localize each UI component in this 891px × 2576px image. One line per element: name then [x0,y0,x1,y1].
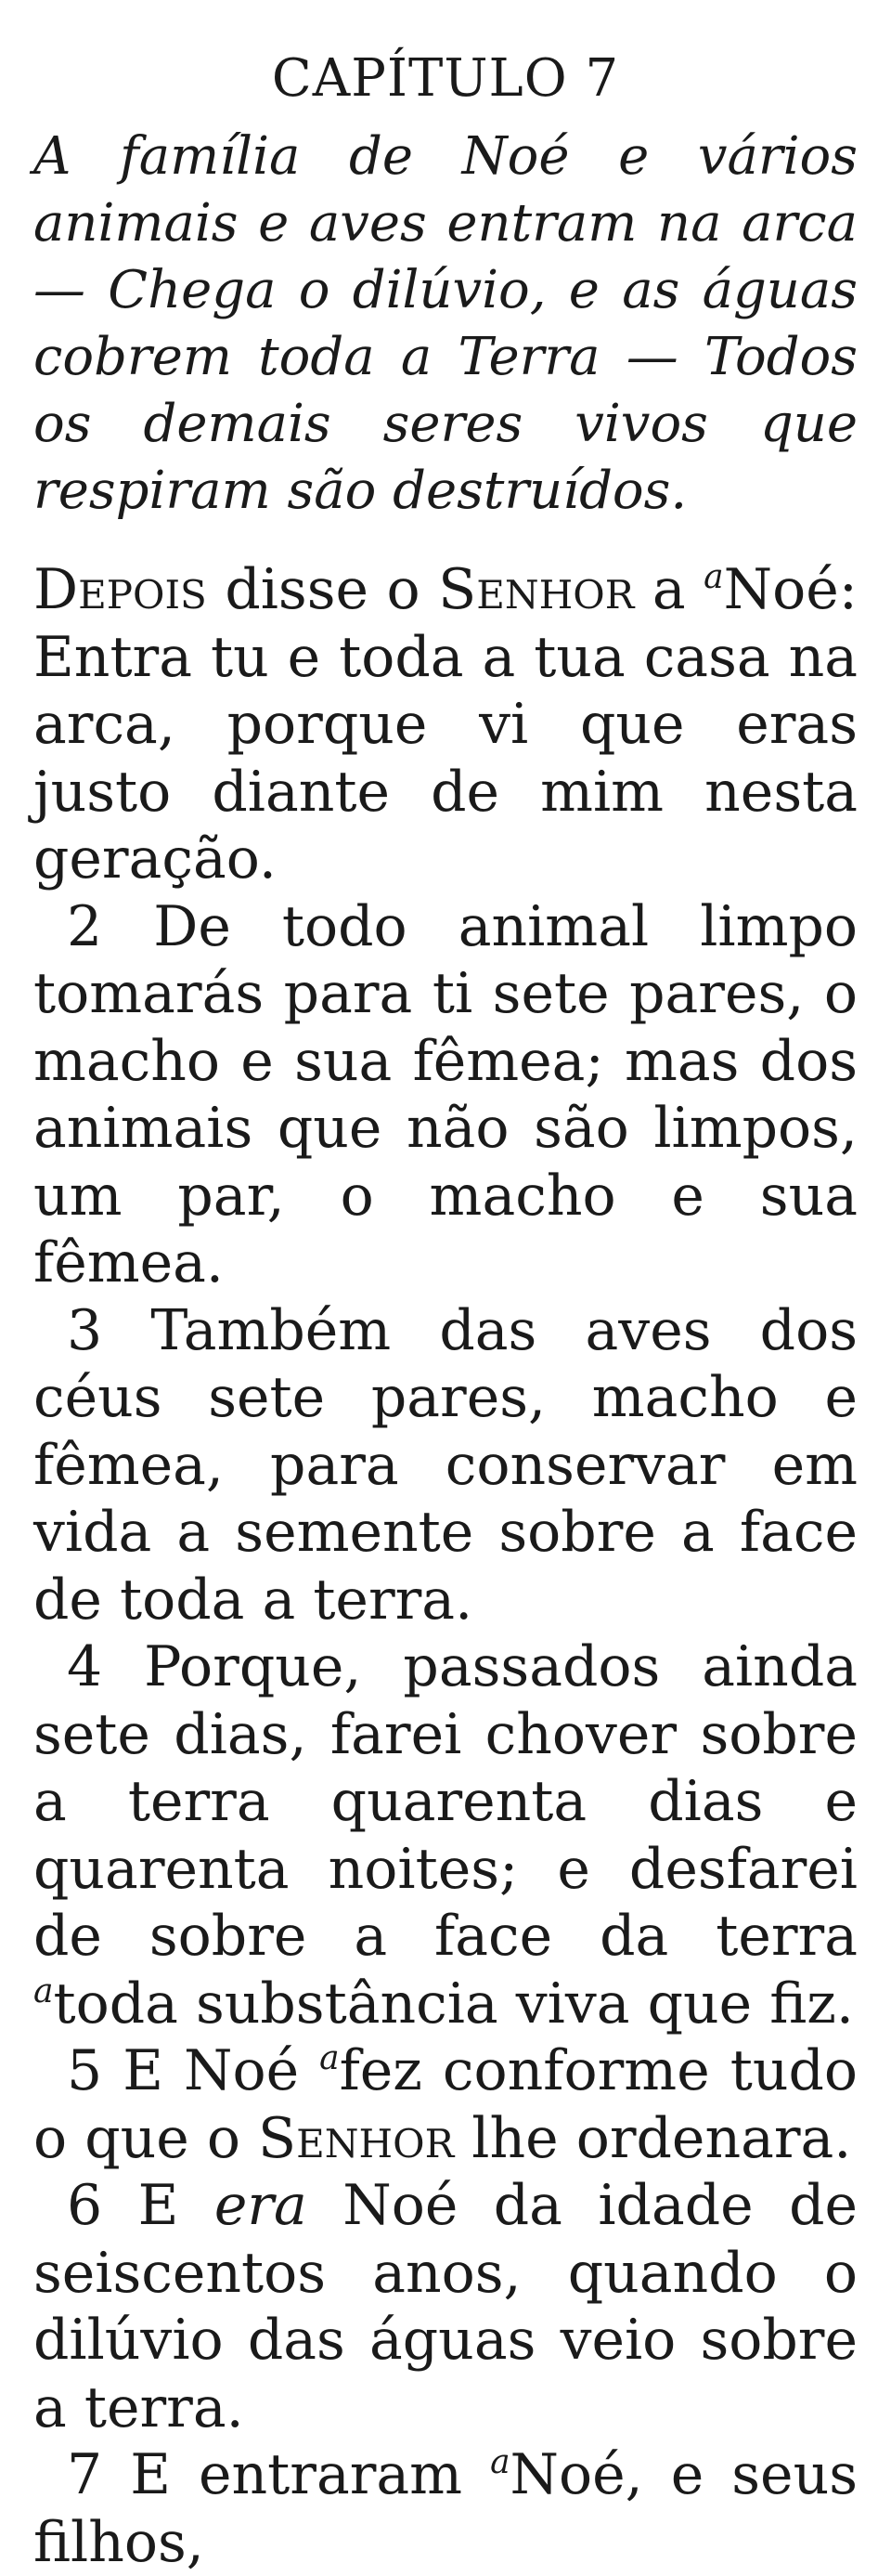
chapter-title: CAPÍTULO 7 [271,48,620,109]
verse-1-text-b: a [634,557,704,622]
verse-1-text-c: Noé: Entra tu e toda a tua casa na arca, porque vi que eras justo diante de mim nesta geração. [33,557,858,891]
verse-number: 2 [67,893,103,959]
verse-5-text-c: lhe ordenara. [454,2105,852,2171]
verse-6-italic: era [213,2173,307,2238]
footnote-marker[interactable]: a [319,2039,340,2077]
verse-number: 7 [67,2442,103,2507]
verse-6 [33,2172,858,2441]
verse-4-text-b: toda substância viva que fiz. [53,1971,854,2036]
verse-6-text-a: E [102,2173,214,2238]
verse-number: 5 [67,2038,103,2103]
verse-1-text-a: disse o [206,557,439,622]
verse-5-text-a: E Noé [102,2038,320,2103]
verse-3-text: Também das aves dos céus sete pares, macho e fêmea, para conservar em vida a semente sobre a face de toda a terra. [33,1297,858,1633]
verse-4-text: Porque, passados ainda sete dias, farei chover sobre a terra quarenta dias e quarenta noites; e desfarei de sobre a face da terra [33,1634,858,1969]
verse-1-first-word: Depois [33,557,207,622]
footnote-marker[interactable]: a [33,1971,54,2010]
verse-2 [33,893,858,1297]
verse-5-text-b: fez conforme tudo o que o [33,2038,858,2171]
verse-7-text-b: Noé, e seus filhos, [33,2442,859,2575]
verse-1-lord: Senhor [438,557,635,622]
verse-1 [33,556,858,893]
verse-number: 6 [67,2173,103,2238]
verse-7 [33,2441,858,2576]
footnote-marker[interactable]: a [704,558,724,596]
footnote-marker[interactable]: a [490,2443,510,2481]
verse-number: 4 [67,1634,103,1699]
verse-2-text: De todo animal limpo tomarás para ti sete pares, o macho e sua fêmea; mas dos animais que não são limpos, um par, o macho e sua fêmea. [33,893,858,1295]
verse-6-text-b: Noé da idade de seiscentos anos, quando o dilúvio das águas veio sobre a terra. [33,2173,858,2440]
chapter-summary: A família de Noé e vários animais e aves entram na arca — Chega o dilúvio, e as águas cobrem toda a Terra — Todos os demais seres vivos que respiram são destruídos. [33,126,858,521]
verse-number: 3 [67,1297,103,1363]
verse-5-lord: Senhor [258,2105,455,2171]
verse-3 [33,1297,858,1634]
verse-7-text-a: E entraram [102,2442,491,2507]
verse-5 [33,2037,858,2172]
verse-4 [33,1633,858,2037]
